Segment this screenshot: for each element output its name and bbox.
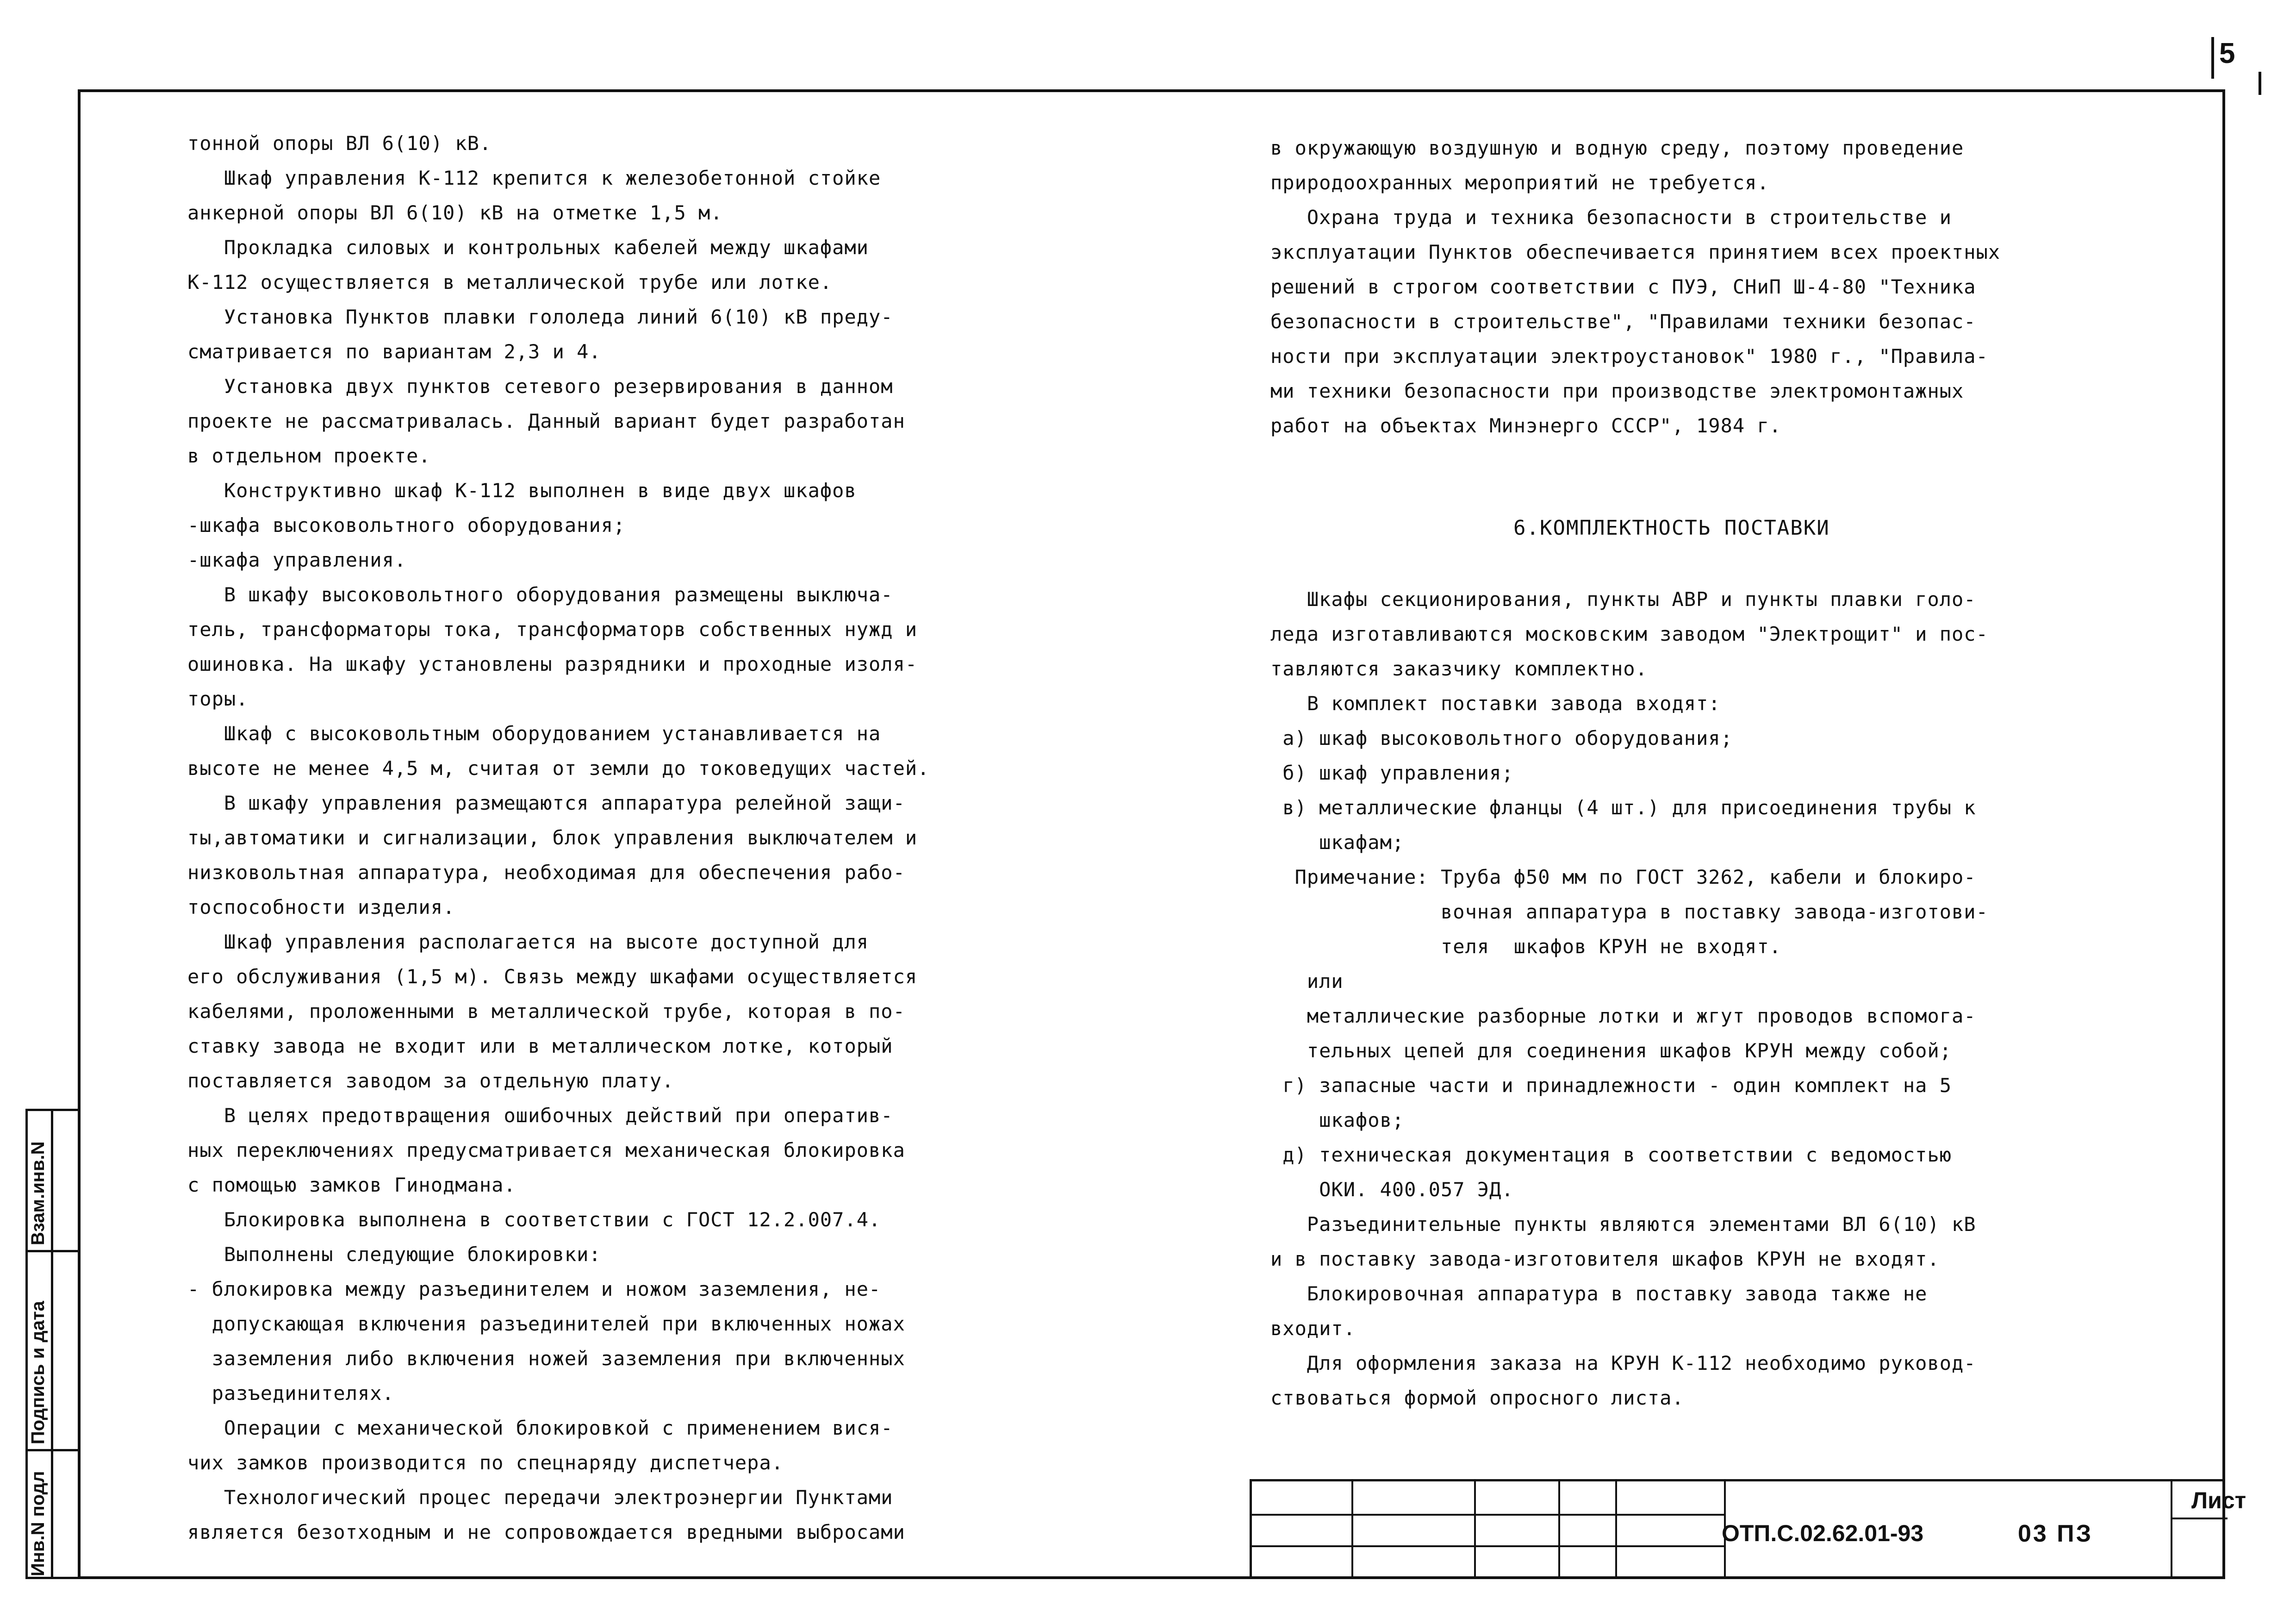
margin-strip-line [51,1111,53,1577]
text-line: В шкафу управления размещаются аппаратура релейной защи- [187,792,905,814]
text-line: В целях предотвращения ошибочных действий при оператив- [187,1104,893,1127]
text-line: ошиновка. На шкафу установлены разрядники и проходные изоля- [187,653,918,675]
document-code: ОТП.С.02.62.01-93 [1722,1520,1924,1546]
text-line: в окружающую воздушную и водную среду, поэтому проведение [1270,137,1964,159]
text-line: является безотходным и не сопровождается вредными выбросами [187,1521,905,1543]
text-line: Выполнены следующие блокировки: [187,1243,601,1266]
text-line: разъединителях. [187,1382,394,1405]
text-line: теля шкафов КРУН не входят. [1270,935,1782,958]
text-line: заземления либо включения ножей заземления при включенных [187,1347,905,1370]
text-line: кабелями, проложенными в металлической трубе, которая в по- [187,1000,905,1023]
text-line: тоспособности изделия. [187,896,455,918]
text-line: - блокировка между разъединителем и ножом заземления, не- [187,1278,881,1300]
text-line [1270,547,2000,582]
document-type: 03 ПЗ [2018,1520,2093,1547]
title-block-col-line [1558,1481,1560,1579]
page-number: 5 [2219,37,2235,69]
text-line: Шкаф управления располагается на высоте доступной для [187,931,869,953]
text-line: природоохранных мероприятий не требуется. [1270,171,1769,194]
title-block-col-line [2171,1481,2172,1579]
margin-label-vzam-inv: Взам.инв.N [28,1141,48,1245]
text-line: и в поставку завода-изготовителя шкафов КРУН не входят. [1270,1248,1940,1270]
text-line: Технологический процес передачи электроэнергии Пунктами [187,1486,893,1509]
text-line: решений в строгом соответствии с ПУЭ, СНиП Ш-4-80 "Техника [1270,275,1976,298]
text-line: анкерной опоры ВЛ 6(10) кВ на отметке 1,5 м. [187,201,723,224]
text-line: шкафов; [1270,1109,1405,1131]
text-line: Примечание: Труба ф50 мм по ГОСТ 3262, кабели и блокиро- [1270,866,1976,888]
text-line: Конструктивно шкаф К-112 выполнен в виде двух шкафов [187,479,857,502]
left-text-column [187,126,929,1549]
right-text-column [1270,131,2000,1415]
text-line: ты,автоматики и сигнализации, блок управления выключателем и [187,826,918,849]
text-line: шкафам; [1270,831,1405,854]
text-line: его обслуживания (1,5 м). Связь между шкафами осуществляется [187,965,918,988]
text-line: В комплект поставки завода входят: [1270,692,1721,715]
text-line: Блокировочная аппаратура в поставку завода также не [1270,1282,1928,1305]
section-title: 6.КОМПЛЕКТНОСТЬ ПОСТАВКИ [1513,516,1830,540]
text-line: с помощью замков Гинодмана. [187,1174,516,1196]
text-line: К-112 осуществляется в металлической трубе или лотке. [187,271,833,294]
text-line [1270,443,2000,478]
text-line: тонной опоры ВЛ 6(10) кВ. [187,132,492,155]
page-number-tick [2211,37,2214,79]
text-line: проекте не рассматривалась. Данный вариант будет разработан [187,410,905,432]
text-line: Операции с механической блокировкой с применением вися- [187,1417,893,1439]
margin-label-inv-podl: Инв.N подл [28,1471,48,1576]
text-line: металлические разборные лотки и жгут проводов вспомога- [1270,1005,1976,1027]
text-line: вочная аппаратура в поставку завода-изготови- [1270,900,1988,923]
text-line: низковольтная аппаратура, необходимая для обеспечения рабо- [187,861,905,884]
text-line: тель, трансформаторы тока, трансформаторв собственных нужд и [187,618,918,641]
text-line: В шкафу высоковольтного оборудования размещены выключа- [187,583,893,606]
text-line: торы. [187,687,249,710]
text-line: Шкаф с высоковольтным оборудованием устанавливается на [187,722,881,745]
text-line: поставляется заводом за отдельную плату. [187,1069,674,1092]
text-line: ставку завода не входит или в металлическом лотке, который [187,1035,893,1057]
title-block-row-line [1252,1514,1724,1516]
margin-divider [28,1449,78,1451]
text-line: ОКИ. 400.057 ЭД. [1270,1178,1514,1201]
text-line: сматривается по вариантам 2,3 и 4. [187,340,601,363]
sheet-label: Лист [2191,1487,2246,1513]
text-line: тавляются заказчику комплектно. [1270,657,1648,680]
text-line: леда изготавливаются московским заводом "Электрощит" и пос- [1270,623,1988,645]
text-line: Для оформления заказа на КРУН К-112 необходимо руковод- [1270,1352,1976,1374]
margin-divider [28,1250,78,1252]
text-line: Разъединительные пункты являются элементами ВЛ 6(10) кВ [1270,1213,1976,1236]
text-line: Прокладка силовых и контрольных кабелей между шкафами [187,236,869,259]
text-line: -шкафа высоковольтного оборудования; [187,514,626,537]
text-line: Блокировка выполнена в соответствии с ГОСТ 12.2.007.4. [187,1208,881,1231]
text-line: тельных цепей для соединения шкафов КРУН между собой; [1270,1039,1952,1062]
text-line: допускающая включения разъединителей при включенных ножах [187,1312,905,1335]
text-line: Шкафы секционирования, пункты АВР и пункты плавки голо- [1270,588,1976,611]
text-line: Установка Пунктов плавки гололеда линий 6(10) кВ преду- [187,306,893,328]
text-line: г) запасные части и принадлежности - один комплект на 5 [1270,1074,1952,1097]
text-line: или [1270,970,1344,993]
margin-label-podpis-data: Подпись и дата [28,1301,48,1444]
title-block-col-line [1474,1481,1476,1579]
text-line: ности при эксплуатации электроустановок" 1980 г., "Правила- [1270,345,1988,368]
text-line: Охрана труда и техника безопасности в строительстве и [1270,206,1952,229]
text-line: ми техники безопасности при производстве электромонтажных [1270,380,1964,402]
text-line: а) шкаф высоковольтного оборудования; [1270,727,1733,750]
text-line: д) техническая документация в соответствии с ведомостью [1270,1143,1952,1166]
text-line: высоте не менее 4,5 м, считая от земли до токоведущих частей. [187,757,930,780]
corner-tick [2259,72,2261,95]
text-line: б) шкаф управления; [1270,762,1514,784]
text-line: в отдельном проекте. [187,444,431,467]
text-line: -шкафа управления. [187,549,407,571]
text-line: Установка двух пунктов сетевого резервирования в данном [187,375,893,398]
title-block-col-line [1351,1481,1353,1579]
text-line: в) металлические фланцы (4 шт.) для присоединения трубы к [1270,796,1976,819]
text-line: ных переключениях предусматривается механическая блокировка [187,1139,905,1162]
text-line [1270,478,2000,512]
text-line: Шкаф управления К-112 крепится к железобетонной стойке [187,167,881,189]
text-line: чих замков производится по спецнаряду диспетчера. [187,1451,784,1474]
text-line: безопасности в строительстве", "Правилами техники безопас- [1270,310,1976,333]
title-block-col-line [1615,1481,1617,1579]
text-line: эксплуатации Пунктов обеспечивается принятием всех проектных [1270,241,2001,263]
text-line: работ на объектах Минэнерго СССР", 1984 г. [1270,414,1782,437]
text-line: входит. [1270,1317,1356,1340]
title-block-sheet-line [2171,1518,2228,1519]
text-line: ствоваться формой опросного листа. [1270,1387,1684,1409]
title-block-row-line [1252,1545,1724,1547]
